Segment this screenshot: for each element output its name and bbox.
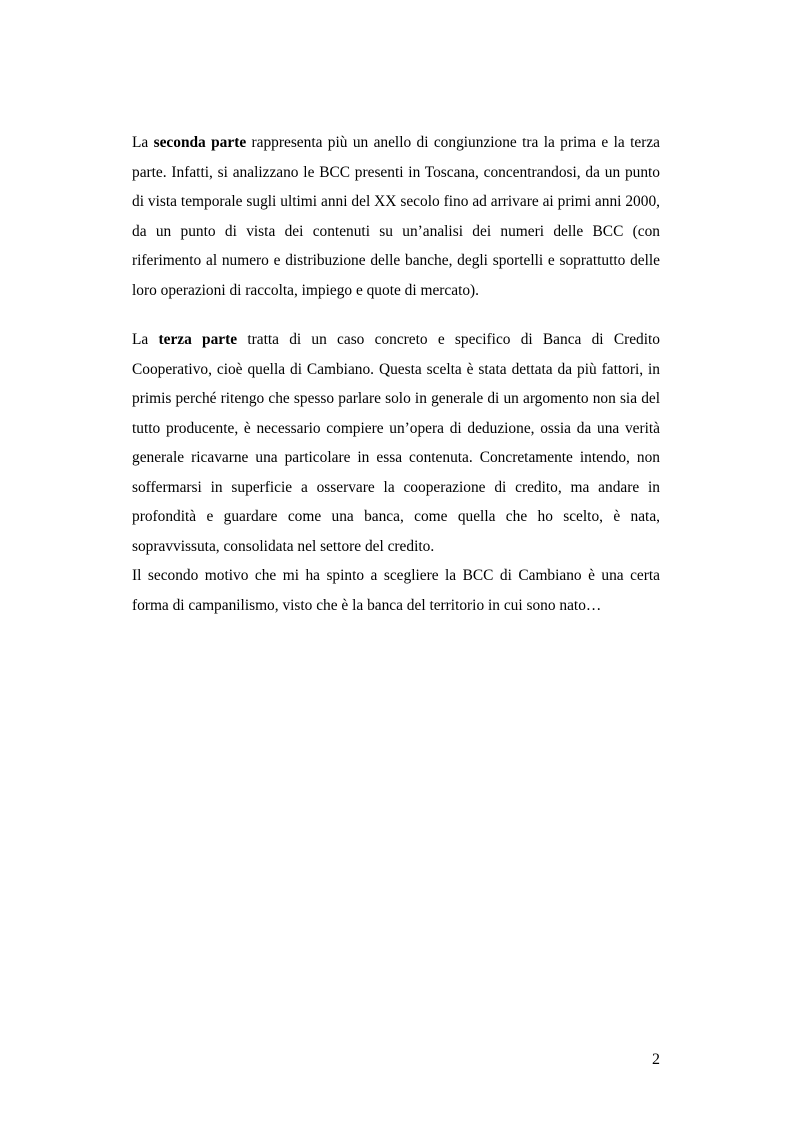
paragraph-terza-parte [132,325,660,620]
paragraph-1 [132,128,660,305]
paragraph-seconda-parte [132,128,660,305]
paragraph-2 [132,325,660,561]
paragraph-1-text: rappresenta più un anello di congiunzione tra la prima e la terza parte. Infatti, si analizzano le BCC presenti in Toscana, concentrandosi, da un punto di vista temporale sugli ultimi anni del XX secolo fino ad arrivare ai primi anni 2000, da un punto di vista dei contenuti su un’analisi dei numeri delle BCC (con riferimento al numero e distribuzione delle banche, degli sportelli e soprattutto delle loro operazioni di raccolta, impiego e quote di mercato). [132,134,660,299]
page-number: 2 [652,1051,660,1068]
paragraph-1-prefix: La [132,134,154,151]
paragraph-2-bold-term: terza parte [158,331,238,348]
paragraph-1-bold-term: seconda parte [153,134,247,151]
paragraph-3-text: Il secondo motivo che mi ha spinto a scegliere la BCC di Cambiano è una certa forma di campanilismo, visto che è la banca del territorio in cui sono nato… [132,567,660,614]
paragraph-3 [132,561,660,620]
paragraph-2-text: tratta di un caso concreto e specifico di Banca di Credito Cooperativo, cioè quella di Cambiano. Questa scelta è stata dettata da più fattori, in primis perché ritengo che spesso parlare solo in generale di un argomento non sia del tutto producente, è necessario compiere un’opera di deduzione, ossia da una verità generale ricavarne una particolare in essa contenuta. Concretamente intendo, non soffermarsi in superficie a osservare la cooperazione di credito, ma andare in profondità e guardare come una banca, come quella che ho scelto, è nata, sopravvissuta, consolidata nel settore del credito. [132,331,660,555]
paragraph-2-prefix: La [132,331,159,348]
